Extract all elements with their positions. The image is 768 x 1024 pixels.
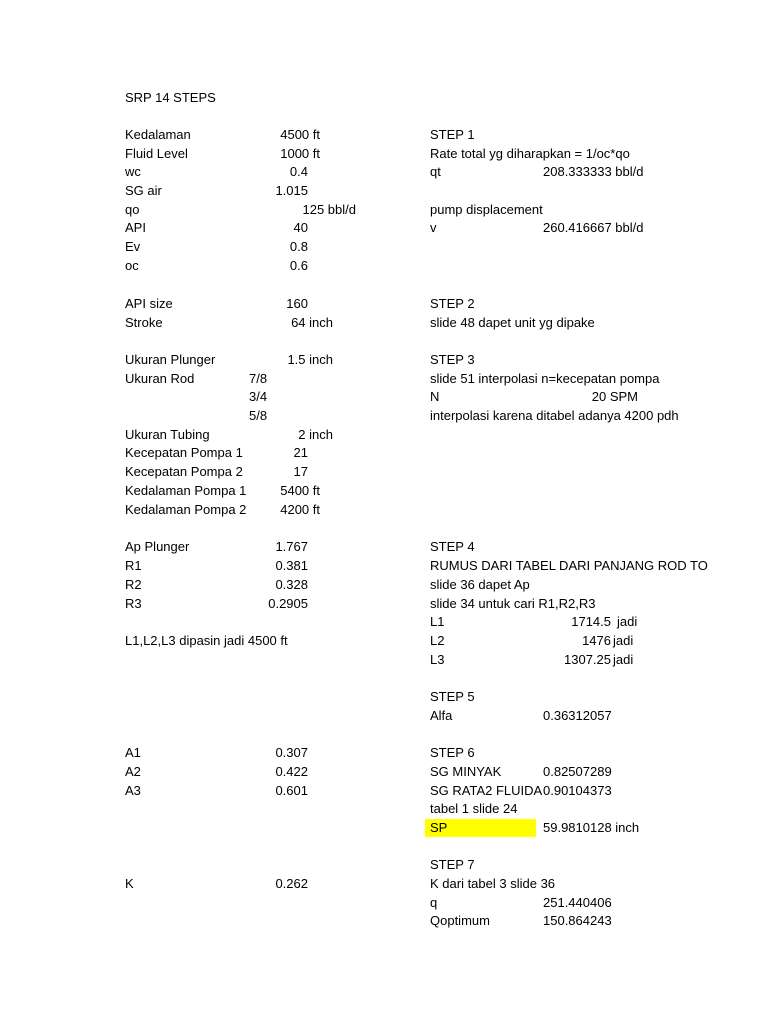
kecepatan-pompa-2-label: Kecepatan Pompa 2 [125,464,243,479]
api-size-label: API size [125,296,173,311]
qt-value: 208.333333 bbl/d [543,164,644,179]
l-note: L1,L2,L3 dipasin jadi 4500 ft [125,633,288,648]
kecepatan-pompa-1-label: Kecepatan Pompa 1 [125,445,243,460]
api-value: 40 [293,220,308,235]
a2-label: A2 [125,764,141,779]
ap-plunger-value: 1.767 [275,539,308,554]
r3-value: 0.2905 [268,596,308,611]
kedalaman-pompa-1-value: 5400 ft [280,483,320,498]
ukuran-tubing-label: Ukuran Tubing [125,427,210,442]
page-title: SRP 14 STEPS [125,90,216,105]
l3-value: 1307.25 [564,652,611,667]
v-value: 260.416667 bbl/d [543,220,644,235]
ukuran-plunger-label: Ukuran Plunger [125,352,216,367]
a1-label: A1 [125,745,141,760]
ev-value: 0.8 [289,239,308,254]
sp-label: SP [430,820,448,835]
l2-suffix: jadi [613,633,634,648]
step6-line1: tabel 1 slide 24 [430,801,518,816]
a2-value: 0.422 [275,764,308,779]
step1-heading: STEP 1 [430,127,475,142]
k-value: 0.262 [275,876,308,891]
l2-value: 1476 [582,633,611,648]
ukuran-rod-value-3: 5/8 [249,408,268,423]
qo-value: 125 bbl/d [302,202,356,217]
step6-heading: STEP 6 [430,745,475,760]
step4-line3: slide 34 untuk cari R1,R2,R3 [430,596,596,611]
r2-label: R2 [125,577,142,592]
a3-value: 0.601 [275,783,308,798]
sg-air-label: SG air [125,183,162,198]
ukuran-plunger-value: 1.5 inch [287,352,333,367]
v-label: v [430,220,437,235]
sg-rata2-label: SG RATA2 FLUIDA [430,783,543,798]
r1-label: R1 [125,558,142,573]
fluid-level-label: Fluid Level [125,146,188,161]
a3-label: A3 [125,783,141,798]
ev-label: Ev [125,239,141,254]
kedalaman-pompa-2-label: Kedalaman Pompa 2 [125,502,247,517]
qoptimum-value: 150.864243 [543,913,612,928]
step4-line1: RUMUS DARI TABEL DARI PANJANG ROD TO [430,558,708,573]
kecepatan-pompa-1-value: 21 [293,445,308,460]
step7-heading: STEP 7 [430,857,475,872]
alfa-label: Alfa [430,708,453,723]
step4-line2: slide 36 dapet Ap [430,577,530,592]
l1-label: L1 [430,614,445,629]
kedalaman-pompa-1-label: Kedalaman Pompa 1 [125,483,247,498]
step1-line2: pump displacement [430,202,543,217]
l2-label: L2 [430,633,445,648]
stroke-value: 64 inch [291,315,333,330]
r1-value: 0.381 [275,558,308,573]
wc-value: 0.4 [289,164,308,179]
step3-line2: interpolasi karena ditabel adanya 4200 pdh [430,408,679,423]
step2-heading: STEP 2 [430,296,475,311]
kedalaman-value: 4500 ft [280,127,320,142]
ukuran-rod-value-2: 3/4 [249,389,268,404]
oc-value: 0.6 [289,258,308,273]
l1-value: 1714.5 [571,614,611,629]
sg-air-value: 1.015 [275,183,308,198]
sp-value: 59.9810128 inch [543,820,640,835]
step3-heading: STEP 3 [430,352,475,367]
r3-label: R3 [125,596,142,611]
l3-suffix: jadi [613,652,634,667]
a1-value: 0.307 [275,745,308,760]
kecepatan-pompa-2-value: 17 [293,464,308,479]
stroke-label: Stroke [125,315,163,330]
sg-rata2-value: 0.90104373 [543,783,612,798]
oc-label: oc [125,258,139,273]
q-value: 251.440406 [543,895,612,910]
api-label: API [125,220,146,235]
wc-label: wc [125,164,141,179]
ukuran-tubing-value: 2 inch [298,427,333,442]
kedalaman-pompa-2-value: 4200 ft [280,502,320,517]
step2-line1: slide 48 dapet unit yg dipake [430,315,595,330]
step1-line1: Rate total yg diharapkan = 1/oc*qo [430,146,630,161]
fluid-level-value: 1000 ft [280,146,320,161]
alfa-value: 0.36312057 [543,708,612,723]
q-label: q [430,895,438,910]
l3-label: L3 [430,652,445,667]
n-value: 20 SPM [591,389,638,404]
step4-heading: STEP 4 [430,539,475,554]
step5-heading: STEP 5 [430,689,475,704]
ap-plunger-label: Ap Plunger [125,539,190,554]
ukuran-rod-value-1: 7/8 [249,371,268,386]
step7-line1: K dari tabel 3 slide 36 [430,876,556,891]
qoptimum-label: Qoptimum [430,913,490,928]
l1-suffix: jadi [617,614,638,629]
qo-label: qo [125,202,140,217]
n-label: N [430,389,440,404]
r2-value: 0.328 [275,577,308,592]
sg-minyak-value: 0.82507289 [543,764,612,779]
k-label: K [125,876,134,891]
api-size-value: 160 [286,296,308,311]
ukuran-rod-label: Ukuran Rod [125,371,195,386]
kedalaman-label: Kedalaman [125,127,191,142]
qt-label: qt [430,164,441,179]
step3-line1: slide 51 interpolasi n=kecepatan pompa [430,371,660,386]
sg-minyak-label: SG MINYAK [430,764,502,779]
